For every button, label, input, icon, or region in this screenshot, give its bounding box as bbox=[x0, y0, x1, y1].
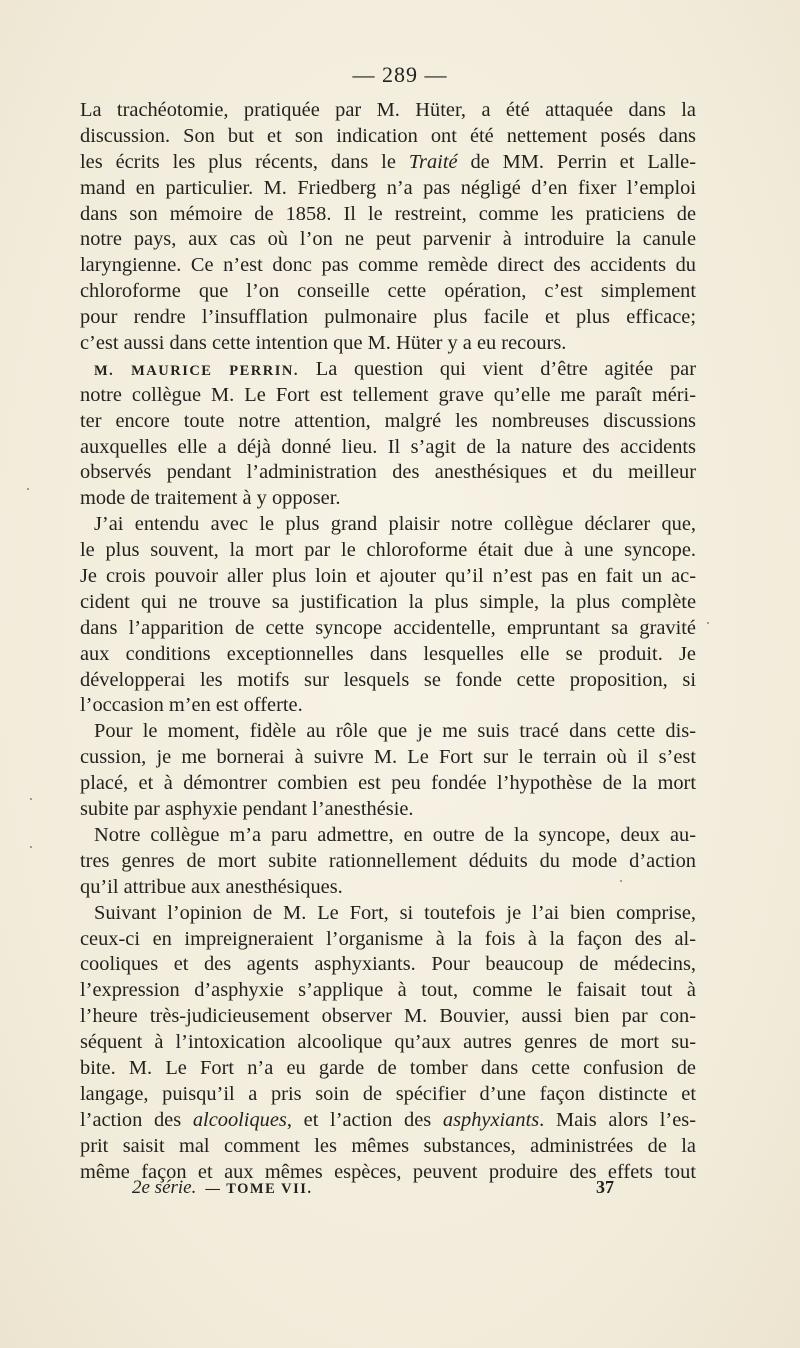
text-line: cussion, je me bornerai à suivre M. Le Fort sur le terrain où il s’est bbox=[80, 746, 696, 769]
text-line: discussion. Son but et son indication ont été nettement posés dans bbox=[80, 124, 696, 147]
text-line: Suivant l’opinion de M. Le Fort, si toutefois je l’ai bien comprise, bbox=[94, 901, 696, 924]
text-line: tres genres de mort subite rationnellement déduits du mode d’action bbox=[80, 849, 696, 872]
text-line: séquent à l’intoxication alcoolique qu’aux autres genres de mort su- bbox=[80, 1031, 696, 1054]
print-speck bbox=[30, 798, 32, 800]
italic-term: Traité bbox=[408, 150, 458, 173]
text-line: prit saisit mal comment les mêmes substances, administrées de la bbox=[80, 1134, 696, 1157]
text-line: l’heure très-judicieusement observer M. Bouvier, aussi bien par con- bbox=[80, 1005, 696, 1028]
text-line: pour rendre l’insufflation pulmonaire plus facile et plus efficace; bbox=[80, 306, 696, 329]
text-line: cooliques et des agents asphyxiants. Pour beaucoup de médecins, bbox=[80, 953, 696, 976]
page-footer bbox=[118, 1174, 618, 1200]
tome-label: — TOME VII. bbox=[205, 1181, 313, 1197]
text-line: l’occasion m’en est offerte. bbox=[80, 694, 303, 717]
text-line: mand en particulier. M. Friedberg n’a pas négligé d’en fixer l’emploi bbox=[80, 176, 696, 199]
text-line: observés pendant l’administration des anesthésiques et du meilleur bbox=[80, 461, 696, 484]
text-line: l’expression d’asphyxie s’applique à tout, comme le faisait tout à bbox=[80, 979, 696, 1002]
text-line: c’est aussi dans cette intention que M. Hüter y a eu recours. bbox=[80, 332, 567, 355]
text-line: chloroforme que l’on conseille cette opération, c’est simplement bbox=[80, 280, 696, 303]
text-line: développerai les motifs sur lesquels se fonde cette proposition, si bbox=[80, 668, 696, 691]
italic-term: asphyxiants bbox=[442, 1108, 540, 1131]
body-text bbox=[80, 98, 696, 1185]
text-line: l’action des alcooliques, et l’action des asphyxiants. Mais alors l’es- bbox=[80, 1108, 696, 1131]
series-label: 2e série. bbox=[132, 1177, 197, 1198]
text-line: cident qui ne trouve sa justification la plus simple, la plus complète bbox=[80, 590, 696, 613]
text-line: La trachéotomie, pratiquée par M. Hüter, a été attaquée dans la bbox=[80, 99, 696, 121]
text-line: ceux-ci en impreigneraient l’organisme à la fois à la façon des al- bbox=[80, 927, 696, 950]
signature-mark: 37 bbox=[596, 1177, 614, 1197]
text-line: dans son mémoire de 1858. Il le restreint, comme les praticiens de bbox=[80, 202, 696, 225]
text-line: langage, puisqu’il a pris soin de spécifier d’une façon distincte et bbox=[80, 1082, 696, 1105]
print-speck bbox=[707, 622, 709, 624]
print-speck bbox=[27, 488, 29, 490]
text-line: auxquelles elle a déjà donné lieu. Il s’agit de la nature des accidents bbox=[80, 435, 696, 458]
italic-term: alcooliques bbox=[192, 1108, 287, 1131]
text-line: Pour le moment, fidèle au rôle que je me suis tracé dans cette dis- bbox=[94, 720, 696, 743]
text-line: Notre collègue m’a paru admettre, en outre de la syncope, deux au- bbox=[94, 823, 696, 846]
text-line: mode de traitement à y opposer. bbox=[80, 487, 341, 510]
text-line: les écrits les plus récents, dans le Traité de MM. Perrin et Lalle- bbox=[80, 150, 696, 173]
text-line: laryngienne. Ce n’est donc pas comme remède direct des accidents du bbox=[80, 254, 696, 277]
text-line: Je crois pouvoir aller plus loin et ajouter qu’il n’est pas en fait un ac- bbox=[80, 565, 696, 588]
text-line: dans l’apparition de cette syncope accidentelle, empruntant sa gravité bbox=[80, 616, 696, 639]
text-line: notre pays, aux cas où l’on ne peut parvenir à introduire la canule bbox=[80, 228, 696, 251]
text-line: qu’il attribue aux anesthésiques. bbox=[80, 875, 343, 898]
text-line: J’ai entendu avec le plus grand plaisir notre collègue déclarer que, bbox=[94, 513, 696, 536]
text-line: bite. M. Le Fort n’a eu garde de tomber dans cette confusion de bbox=[80, 1056, 696, 1079]
text-line: notre collègue M. Le Fort est tellement grave qu’elle me paraît méri- bbox=[80, 383, 696, 406]
speaker-name: M. MAURICE PERRIN. bbox=[94, 362, 299, 379]
speaker-text: La question qui vient d’être agitée par bbox=[315, 357, 696, 380]
text-line: le plus souvent, la mort par le chloroforme était due à une syncope. bbox=[80, 539, 696, 562]
print-speck bbox=[620, 880, 622, 882]
text-line: ter encore toute notre attention, malgré les nombreuses discussions bbox=[80, 409, 696, 432]
text-line: aux conditions exceptionnelles dans lesquelles elle se produit. Je bbox=[80, 642, 696, 665]
text-line: subite par asphyxie pendant l’anesthésie. bbox=[80, 798, 414, 821]
speaker-line bbox=[80, 357, 696, 383]
text-line: placé, et à démontrer combien est peu fondée l’hypothèse de la mort bbox=[80, 772, 696, 795]
page-number: — 289 — bbox=[352, 62, 448, 87]
text-line: même façon et aux mêmes espèces, peuvent produire des effets tout bbox=[80, 1160, 696, 1183]
series-tome bbox=[132, 1174, 313, 1202]
print-speck bbox=[30, 846, 32, 848]
